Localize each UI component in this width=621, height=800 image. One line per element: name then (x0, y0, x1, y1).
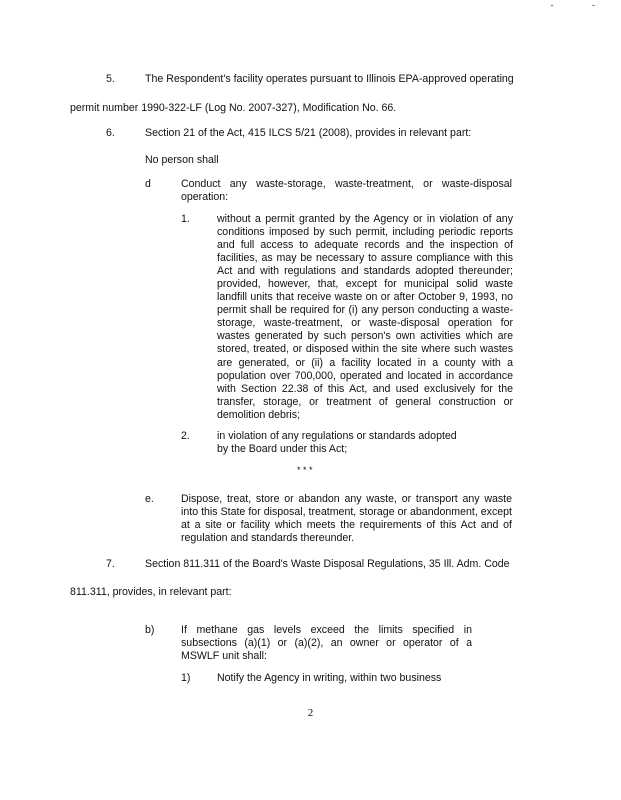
para7-number: 7. (106, 558, 115, 570)
item-b-sub1-text: Notify the Agency in writing, within two business (217, 672, 442, 684)
para7-line1: Section 811.311 of the Board's Waste Disposal Regulations, 35 Ill. Adm. Code (145, 558, 510, 570)
para6-intro: Section 21 of the Act, 415 ILCS 5/21 (2008), provides in relevant part: (145, 127, 472, 139)
item-d-sub2-line2: by the Board under this Act; (217, 443, 348, 455)
page-number: 2 (307, 707, 314, 719)
para5-line2: permit number 1990-322-LF (Log No. 2007-327), Modification No. 66. (70, 102, 397, 114)
item-b-sub1-number: 1) (181, 672, 191, 684)
para7-line2: 811.311, provides, in relevant part: (70, 586, 232, 598)
item-d-text: Conduct any waste-storage, waste-treatment, or waste-disposal operation: (181, 178, 512, 204)
no-person-shall: No person shall (145, 154, 219, 166)
item-d-sub1-text: without a permit granted by the Agency or in violation of any conditions imposed by such permit, including periodic reports and full access to adequate records and the inspection of facilities, as may be necessary to assure compliance with this Act and with regulations and standards adopted thereunder; provided, however, that, except for municipal solid waste landfill units that receive waste on or after October 9, 1993, no permit shall be required for (i) any person conducting a waste-storage, waste-treatment, or waste-disposal operation for wastes generated by such person's own activities which are stored, treated, or disposed within the site where such wastes are generated, or (ii) a facility located in a county with a population over 700,000, operated and located in accordance with Section 22.38 of this Act, and used exclusively for the transfer, storage, or treatment of general construction or demolition debris; (217, 213, 513, 421)
para6-number: 6. (106, 127, 115, 139)
item-b-text: If methane gas levels exceed the limits specified in subsections (a)(1) or (a)(2), an owner or operator of a MSWLF unit shall: (181, 624, 472, 663)
omission-asterisks: * * * (297, 465, 313, 475)
item-d-sub2-number: 2. (181, 430, 190, 442)
item-b-letter: b) (145, 624, 155, 636)
item-e-text: Dispose, treat, store or abandon any waste, or transport any waste into this State for disposal, treatment, storage or abandonment, except at a site or facility which meets the requirements of this Act and of regulation and standards thereunder. (181, 493, 512, 545)
corner-marks: - - (550, 0, 613, 10)
para5-line1: The Respondent's facility operates pursuant to Illinois EPA-approved operating (145, 73, 514, 85)
item-d-sub2-line1: in violation of any regulations or standards adopted (217, 430, 457, 442)
item-e-letter: e. (145, 493, 154, 505)
item-d-sub1-number: 1. (181, 213, 190, 225)
para5-number: 5. (106, 73, 115, 85)
item-d-letter: d (145, 178, 151, 190)
